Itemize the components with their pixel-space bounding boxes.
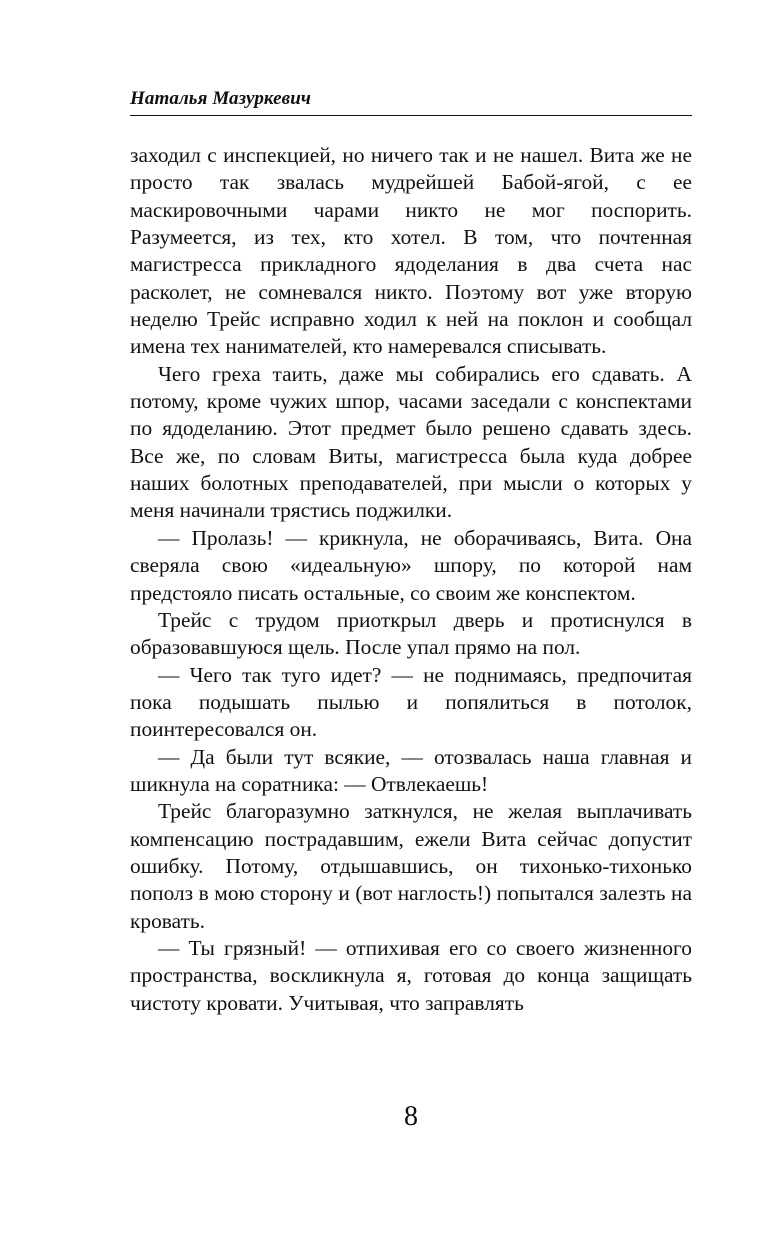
body-text: [130, 142, 692, 1017]
paragraph-3: — Пролазь! — крикнула, не оборачиваясь, Вита. Она сверяла свою «идеальную» шпору, по которой нам предстояло писать остальные, со своим же конспектом.: [130, 525, 692, 605]
paragraph-8: — Ты грязный! — отпихивая его со своего жизненного пространства, воскликнула я, готовая до конца защищать чистоту кровати. Учитывая, что заправлять: [130, 935, 692, 1015]
paragraph-2: Чего греха таить, даже мы собирались его сдавать. А потому, кроме чужих шпор, часами заседали с конспектами по ядоделанию. Этот предмет было решено сдавать здесь. Все же, по словам Виты, магистресса была куда добрее наших болотных преподавателей, при мысли о которых у меня начинали трястись поджилки.: [130, 361, 692, 523]
paragraph-6: — Да были тут всякие, — отозвалась наша главная и шикнула на соратника: — Отвлекаешь!: [130, 744, 692, 796]
paragraph-5: — Чего так туго идет? — не поднимаясь, предпочитая пока подышать пылью и попялиться в потолок, поинтересовался он.: [130, 662, 692, 742]
paragraph-7: Трейс благоразумно заткнулся, не желая выплачивать компенсацию пострадавшим, ежели Вита сейчас допустит ошибку. Потому, отдышавшись, он тихонько-тихонько пополз в мою сторону и (вот наглость!) попытался залезть на кровать.: [130, 799, 692, 933]
paragraph-1: заходил с инспекцией, но ничего так и не нашел. Вита же не просто так звалась мудрейшей Бабой-ягой, с ее маскировочными чарами никто не мог поспорить. Разумеется, из тех, кто хотел. В том, что почтенная магистресса прикладного ядоделания в два счета нас расколет, не сомневался никто. Поэтому вот уже вторую неделю Трейс исправно ходил к ней на поклон и сообщал имена тех нанимателей, кто намеревался списывать.: [130, 143, 692, 359]
running-head-author: Наталья Мазуркевич: [130, 88, 311, 109]
page-number: 8: [404, 1101, 418, 1132]
header-rule: [130, 115, 692, 116]
paragraph-4: Трейс с трудом приоткрыл дверь и протиснулся в образовавшуюся щель. После упал прямо на пол.: [130, 607, 692, 660]
